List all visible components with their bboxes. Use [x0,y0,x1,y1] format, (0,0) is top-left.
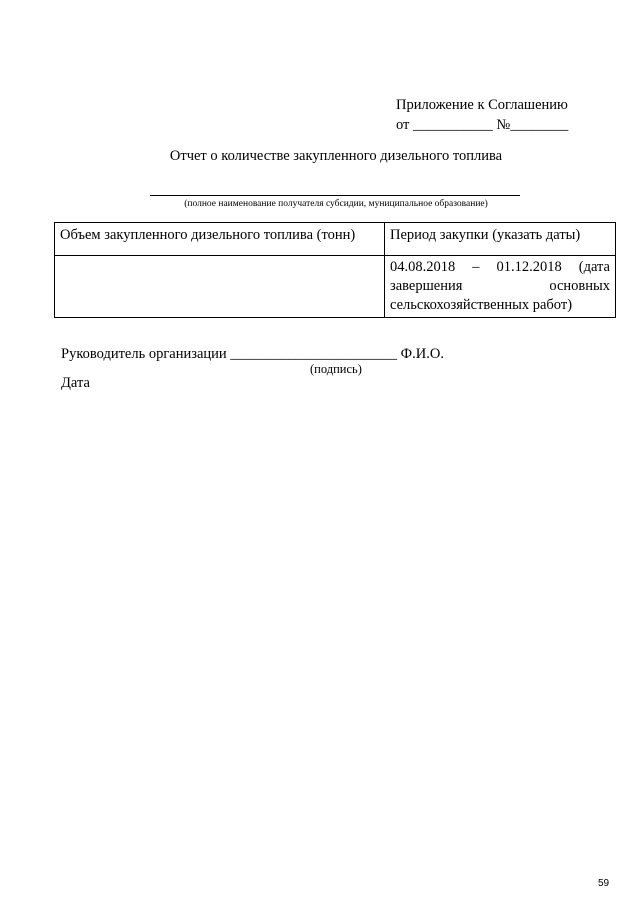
recipient-caption-text: (полное наименование получателя субсидии, муниципальное образование) [184,199,488,209]
table-header-row [55,223,616,256]
recipient-caption [0,199,640,209]
date-label: Дата [61,375,90,391]
appendix-date-number: от ___________ №________ [396,117,569,133]
cell-volume[interactable] [55,256,385,318]
recipient-blank-line[interactable] [150,195,520,196]
appendix-title: Приложение к Соглашению [396,97,568,113]
period-line-2: завершения основных [390,278,610,294]
signature-line: Руководитель организации _______________________ Ф.И.О. [61,346,444,362]
report-table [54,222,616,318]
appendix-header [396,95,568,135]
table-row [55,256,616,318]
period-line-3: сельскохозяйственных работ) [390,297,573,313]
cell-period[interactable] [385,256,616,318]
header-period: Период закупки (указать даты) [385,223,616,256]
page-number: 59 [598,878,610,889]
signature-caption: (подпись) [310,362,362,376]
header-volume: Объем закупленного дизельного топлива (тонн) [55,223,385,256]
document-title-text: Отчет о количестве закупленного дизельного топлива [169,148,503,164]
period-line-1: 04.08.2018 – 01.12.2018 (дата [390,259,610,275]
document-title [0,148,640,165]
